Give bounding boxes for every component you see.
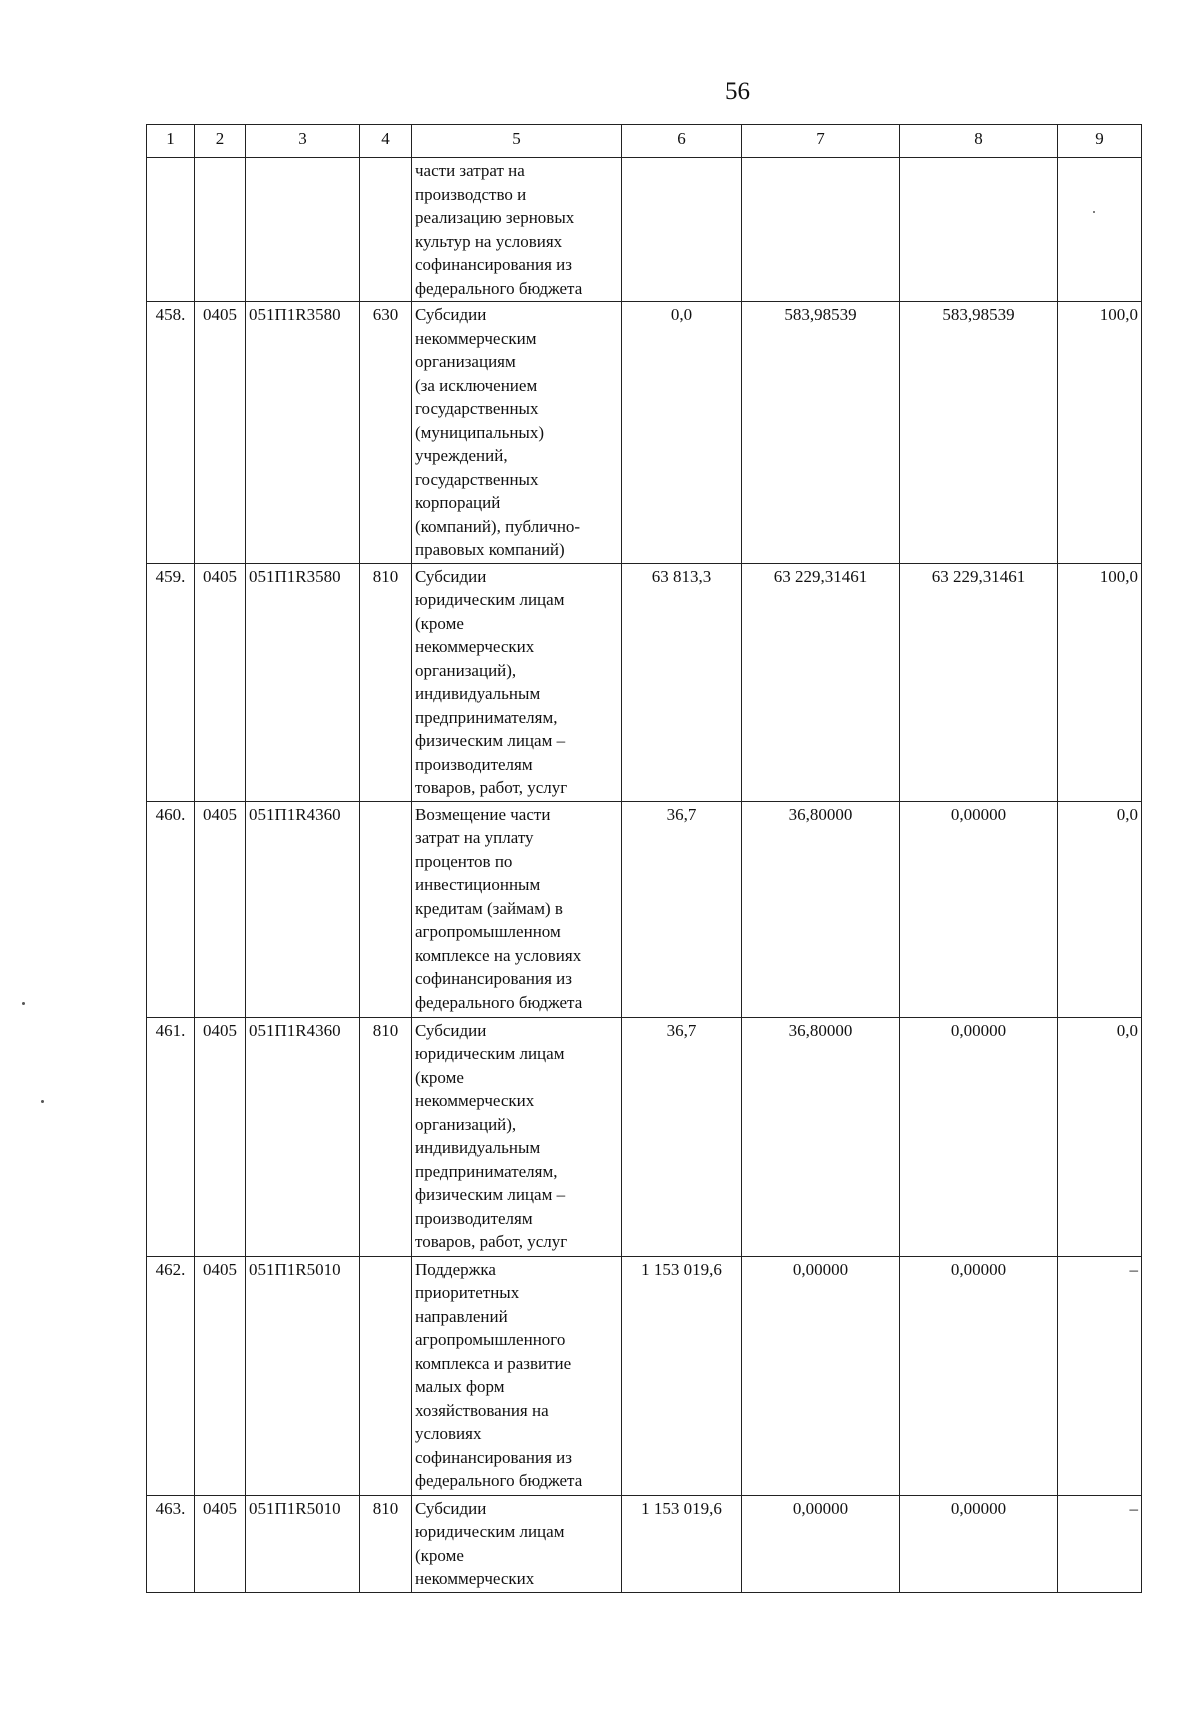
value-col-9-cell: – <box>1058 1495 1142 1592</box>
value-col-8-cell: 583,98539 <box>900 302 1058 564</box>
description-line: софинансирования из <box>415 255 572 274</box>
description-cell <box>412 158 622 302</box>
section-code-cell: 0405 <box>195 1495 246 1592</box>
section-code-cell: 0405 <box>195 1017 246 1256</box>
description-line: (кроме <box>415 1545 464 1565</box>
table-row <box>147 1017 1142 1256</box>
value-col-8-cell: 0,00000 <box>900 1495 1058 1592</box>
description-cell <box>412 302 622 564</box>
value-col-7-cell: 583,98539 <box>742 302 900 564</box>
header-col-5: 5 <box>412 125 622 158</box>
header-col-7: 7 <box>742 125 900 158</box>
description-line: организаций), <box>415 660 517 680</box>
description-line: некоммерческим <box>415 328 537 348</box>
value-col-9-cell: 100,0 <box>1058 563 1142 801</box>
row-number-cell: 461. <box>147 1017 195 1256</box>
description-line: затрат на уплату <box>415 828 534 847</box>
description-line: товаров, работ, услуг <box>415 778 568 797</box>
table-row <box>147 158 1142 302</box>
description-line: Субсидии <box>415 305 487 324</box>
expense-type-cell: 810 <box>360 1017 412 1256</box>
section-code-cell: 0405 <box>195 801 246 1017</box>
expense-type-cell: 810 <box>360 563 412 801</box>
description-cell <box>412 1495 622 1592</box>
expense-type-cell <box>360 801 412 1017</box>
description-line: реализацию зерновых <box>415 208 575 227</box>
description-line: государственных <box>415 469 539 489</box>
header-col-1: 1 <box>147 125 195 158</box>
description-line: части затрат на <box>415 161 525 180</box>
row-number-cell: 463. <box>147 1495 195 1592</box>
scan-speck <box>1093 211 1095 213</box>
description-line: индивидуальным <box>415 1138 541 1157</box>
table-row <box>147 1495 1142 1592</box>
description-line: некоммерческих <box>415 637 535 656</box>
section-code-cell: 0405 <box>195 1256 246 1495</box>
value-col-6-cell: 63 813,3 <box>622 563 742 801</box>
description-line: правовых компаний) <box>415 540 565 559</box>
description-line: физическим лицам – <box>415 1185 566 1204</box>
table-row <box>147 1256 1142 1495</box>
header-col-8: 8 <box>900 125 1058 158</box>
description-line: софинансирования из <box>415 1447 572 1467</box>
target-code-cell: 051П1R3580 <box>246 302 360 564</box>
value-col-8-cell <box>900 158 1058 302</box>
description-line: организациям <box>415 352 516 371</box>
description-line: производство и <box>415 184 527 204</box>
description-line: кредитам (займам) в <box>415 898 563 918</box>
expense-type-cell: 810 <box>360 1495 412 1592</box>
description-line: некоммерческих <box>415 1091 535 1110</box>
value-col-8-cell: 0,00000 <box>900 1017 1058 1256</box>
table-row <box>147 563 1142 801</box>
value-col-7-cell: 0,00000 <box>742 1495 900 1592</box>
description-line: Субсидии <box>415 1498 487 1518</box>
description-line: учреждений, <box>415 446 508 465</box>
description-line: хозяйствования на <box>415 1400 549 1420</box>
value-col-6-cell: 36,7 <box>622 1017 742 1256</box>
value-col-9-cell: 0,0 <box>1058 1017 1142 1256</box>
value-col-7-cell <box>742 158 900 302</box>
description-line: направлений <box>415 1306 508 1326</box>
description-line: производителям <box>415 1208 533 1228</box>
description-cell <box>412 1256 622 1495</box>
section-code-cell <box>195 158 246 302</box>
value-col-7-cell: 0,00000 <box>742 1256 900 1495</box>
description-line: (кроме <box>415 613 464 633</box>
scan-speck <box>41 1100 44 1103</box>
description-line: юридическим лицам <box>415 1522 565 1541</box>
description-line: (муниципальных) <box>415 422 545 442</box>
section-code-cell: 0405 <box>195 563 246 801</box>
description-line: предпринимателям, <box>415 1161 558 1181</box>
value-col-9-cell <box>1058 158 1142 302</box>
description-line: организаций), <box>415 1114 517 1134</box>
description-line: Субсидии <box>415 1020 487 1040</box>
description-line: условиях <box>415 1424 482 1443</box>
description-line: малых форм <box>415 1377 505 1396</box>
description-line: некоммерческих <box>415 1569 535 1588</box>
description-line: производителям <box>415 754 533 774</box>
page-number <box>0 78 1200 106</box>
description-line: комплекса и развитие <box>415 1353 572 1373</box>
description-line: софинансирования из <box>415 969 572 988</box>
table-header <box>147 125 1142 158</box>
description-line: Субсидии <box>415 566 487 586</box>
description-line: инвестиционным <box>415 875 541 894</box>
value-col-7-cell: 36,80000 <box>742 1017 900 1256</box>
description-line: процентов по <box>415 851 513 871</box>
description-line: приоритетных <box>415 1283 520 1302</box>
description-line: физическим лицам – <box>415 731 566 750</box>
target-code-cell: 051П1R4360 <box>246 801 360 1017</box>
value-col-8-cell: 63 229,31461 <box>900 563 1058 801</box>
header-row <box>147 125 1142 158</box>
description-line: агропромышленного <box>415 1330 566 1349</box>
description-line: агропромышленном <box>415 922 561 941</box>
description-line: Поддержка <box>415 1259 496 1279</box>
description-cell <box>412 1017 622 1256</box>
description-line: федерального бюджета <box>415 1471 583 1490</box>
description-cell <box>412 801 622 1017</box>
expense-type-cell: 630 <box>360 302 412 564</box>
header-col-3: 3 <box>246 125 360 158</box>
description-line: Возмещение части <box>415 804 551 824</box>
expense-type-cell <box>360 158 412 302</box>
expense-type-cell <box>360 1256 412 1495</box>
value-col-6-cell: 36,7 <box>622 801 742 1017</box>
row-number-cell: 459. <box>147 563 195 801</box>
section-code-cell: 0405 <box>195 302 246 564</box>
header-col-6: 6 <box>622 125 742 158</box>
value-col-6-cell: 0,0 <box>622 302 742 564</box>
description-cell <box>412 563 622 801</box>
target-code-cell: 051П1R5010 <box>246 1256 360 1495</box>
value-col-9-cell: – <box>1058 1256 1142 1495</box>
header-col-4: 4 <box>360 125 412 158</box>
value-col-9-cell: 0,0 <box>1058 801 1142 1017</box>
description-line: культур на условиях <box>415 231 563 251</box>
header-col-9: 9 <box>1058 125 1142 158</box>
description-line: федерального бюджета <box>415 278 583 298</box>
description-line: товаров, работ, услуг <box>415 1232 568 1251</box>
value-col-8-cell: 0,00000 <box>900 801 1058 1017</box>
description-line: федерального бюджета <box>415 992 583 1012</box>
value-col-6-cell <box>622 158 742 302</box>
value-col-9-cell: 100,0 <box>1058 302 1142 564</box>
budget-table <box>146 124 1142 1593</box>
description-line: индивидуальным <box>415 684 541 703</box>
value-col-8-cell: 0,00000 <box>900 1256 1058 1495</box>
description-line: (компаний), публично- <box>415 516 581 536</box>
header-col-2: 2 <box>195 125 246 158</box>
target-code-cell: 051П1R5010 <box>246 1495 360 1592</box>
page-number-text: 56 <box>725 78 750 105</box>
target-code-cell: 051П1R4360 <box>246 1017 360 1256</box>
description-line: (кроме <box>415 1067 464 1087</box>
target-code-cell: 051П1R3580 <box>246 563 360 801</box>
row-number-cell: 458. <box>147 302 195 564</box>
value-col-6-cell: 1 153 019,6 <box>622 1495 742 1592</box>
description-line: юридическим лицам <box>415 1044 565 1063</box>
description-line: комплексе на условиях <box>415 945 582 965</box>
table-row <box>147 302 1142 564</box>
description-line: (за исключением <box>415 375 538 395</box>
value-col-7-cell: 36,80000 <box>742 801 900 1017</box>
row-number-cell: 462. <box>147 1256 195 1495</box>
description-line: юридическим лицам <box>415 590 565 609</box>
value-col-6-cell: 1 153 019,6 <box>622 1256 742 1495</box>
description-line: корпораций <box>415 493 501 512</box>
value-col-7-cell: 63 229,31461 <box>742 563 900 801</box>
description-line: предпринимателям, <box>415 707 558 727</box>
table-row <box>147 801 1142 1017</box>
description-line: государственных <box>415 399 539 418</box>
scan-speck <box>22 1002 25 1005</box>
table-body <box>147 158 1142 1593</box>
row-number-cell: 460. <box>147 801 195 1017</box>
target-code-cell <box>246 158 360 302</box>
row-number-cell <box>147 158 195 302</box>
